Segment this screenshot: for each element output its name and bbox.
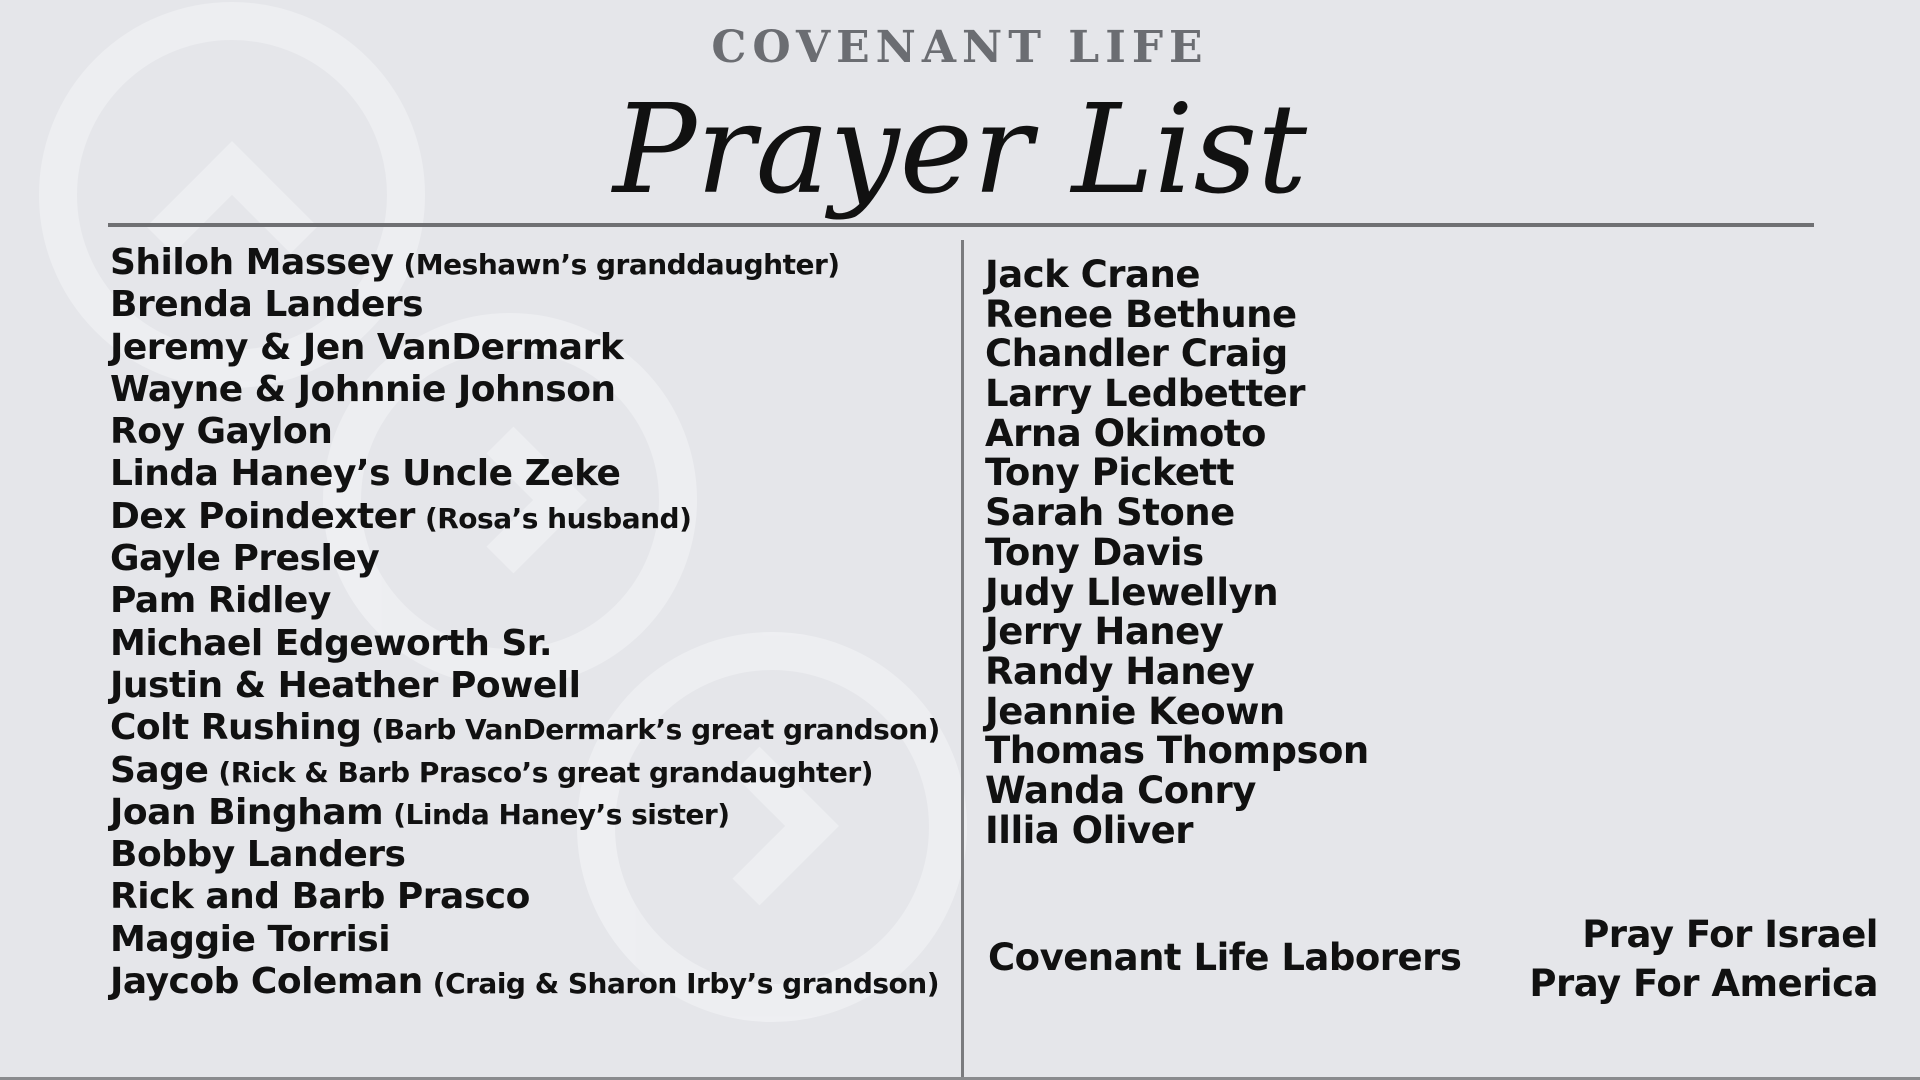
list-item xyxy=(110,496,940,538)
list-item xyxy=(985,453,1369,493)
list-item xyxy=(110,580,940,622)
list-item xyxy=(110,284,940,326)
list-item xyxy=(985,493,1369,533)
list-item xyxy=(110,665,940,707)
person-name: Michael Edgeworth Sr. xyxy=(110,622,553,664)
person-name: Wanda Conry xyxy=(985,768,1256,812)
person-note: (Linda Haney’s sister) xyxy=(393,797,730,831)
person-note: (Craig & Sharon Irby’s grandson) xyxy=(432,967,940,1001)
prayer-list-right-column xyxy=(985,255,1369,850)
list-item xyxy=(110,453,940,495)
pray-for-block xyxy=(1529,910,1878,1008)
person-name: Joan Bingham xyxy=(110,791,384,833)
person-name: Larry Ledbetter xyxy=(985,372,1305,416)
list-item xyxy=(110,411,940,453)
pray-for-america: Pray For America xyxy=(1529,962,1878,1005)
person-name: Rick and Barb Prasco xyxy=(110,876,530,918)
person-name: Roy Gaylon xyxy=(110,411,333,453)
list-item xyxy=(110,242,940,284)
person-note: (Rosa’s husband) xyxy=(424,501,692,535)
person-name: Justin & Heather Powell xyxy=(110,664,581,706)
list-item xyxy=(985,334,1369,374)
person-name: Colt Rushing xyxy=(110,707,362,749)
list-item xyxy=(110,707,940,749)
person-name: Jack Crane xyxy=(985,253,1200,296)
list-item xyxy=(110,961,940,1003)
list-item xyxy=(110,919,940,961)
page-title: Prayer List xyxy=(612,78,1308,222)
person-note: (Rick & Barb Prasco’s great grandaughter) xyxy=(218,755,873,789)
person-name: Jaycob Coleman xyxy=(110,961,423,1003)
list-item xyxy=(985,292,1369,336)
person-name: Maggie Torrisi xyxy=(110,918,391,960)
person-name: Shiloh Massey xyxy=(110,242,394,283)
list-item xyxy=(110,369,940,411)
list-item xyxy=(985,731,1369,771)
person-name: Illia Oliver xyxy=(985,808,1193,852)
person-name: Arna Okimoto xyxy=(985,411,1266,455)
pray-for-israel: Pray For Israel xyxy=(1582,913,1878,956)
list-item xyxy=(110,792,940,834)
list-item xyxy=(985,570,1369,614)
covenant-life-laborers: Covenant Life Laborers xyxy=(988,936,1462,979)
person-name: Pam Ridley xyxy=(110,580,331,622)
list-item xyxy=(985,255,1369,295)
person-name: Chandler Craig xyxy=(985,332,1288,376)
person-note: (Meshawn’s granddaughter) xyxy=(403,248,840,281)
list-item xyxy=(985,374,1369,414)
person-name: Renee Bethune xyxy=(985,292,1297,336)
list-item xyxy=(985,612,1369,652)
list-item xyxy=(985,808,1369,852)
list-item xyxy=(110,750,940,792)
list-item xyxy=(985,411,1369,455)
person-name: Dex Poindexter xyxy=(110,495,415,537)
list-item xyxy=(985,649,1369,693)
list-item xyxy=(110,327,940,369)
person-name: Jerry Haney xyxy=(985,610,1224,654)
person-name: Randy Haney xyxy=(985,649,1255,693)
header-kicker: COVENANT LIFE xyxy=(711,22,1209,73)
list-item xyxy=(110,538,940,580)
person-note: (Barb VanDermark’s great grandson) xyxy=(371,713,940,747)
list-item xyxy=(985,530,1369,574)
person-name: Linda Haney’s Uncle Zeke xyxy=(110,453,621,495)
person-name: Brenda Landers xyxy=(110,284,424,326)
person-name: Jeannie Keown xyxy=(985,689,1285,733)
title-divider xyxy=(108,223,1814,227)
prayer-list-left-column xyxy=(110,242,940,1003)
list-item xyxy=(985,689,1369,733)
column-divider xyxy=(961,240,964,1080)
person-name: Tony Pickett xyxy=(985,451,1234,495)
person-name: Wayne & Johnnie Johnson xyxy=(110,368,616,410)
list-item xyxy=(110,623,940,665)
person-name: Bobby Landers xyxy=(110,834,406,876)
list-item xyxy=(110,876,940,918)
person-name: Sage xyxy=(110,749,209,791)
person-name: Tony Davis xyxy=(985,530,1204,574)
person-name: Jeremy & Jen VanDermark xyxy=(110,326,624,368)
list-item xyxy=(110,834,940,876)
person-name: Gayle Presley xyxy=(110,538,380,580)
person-name: Sarah Stone xyxy=(985,491,1235,535)
list-item xyxy=(985,768,1369,812)
person-name: Judy Llewellyn xyxy=(985,570,1279,614)
person-name: Thomas Thompson xyxy=(985,729,1369,773)
